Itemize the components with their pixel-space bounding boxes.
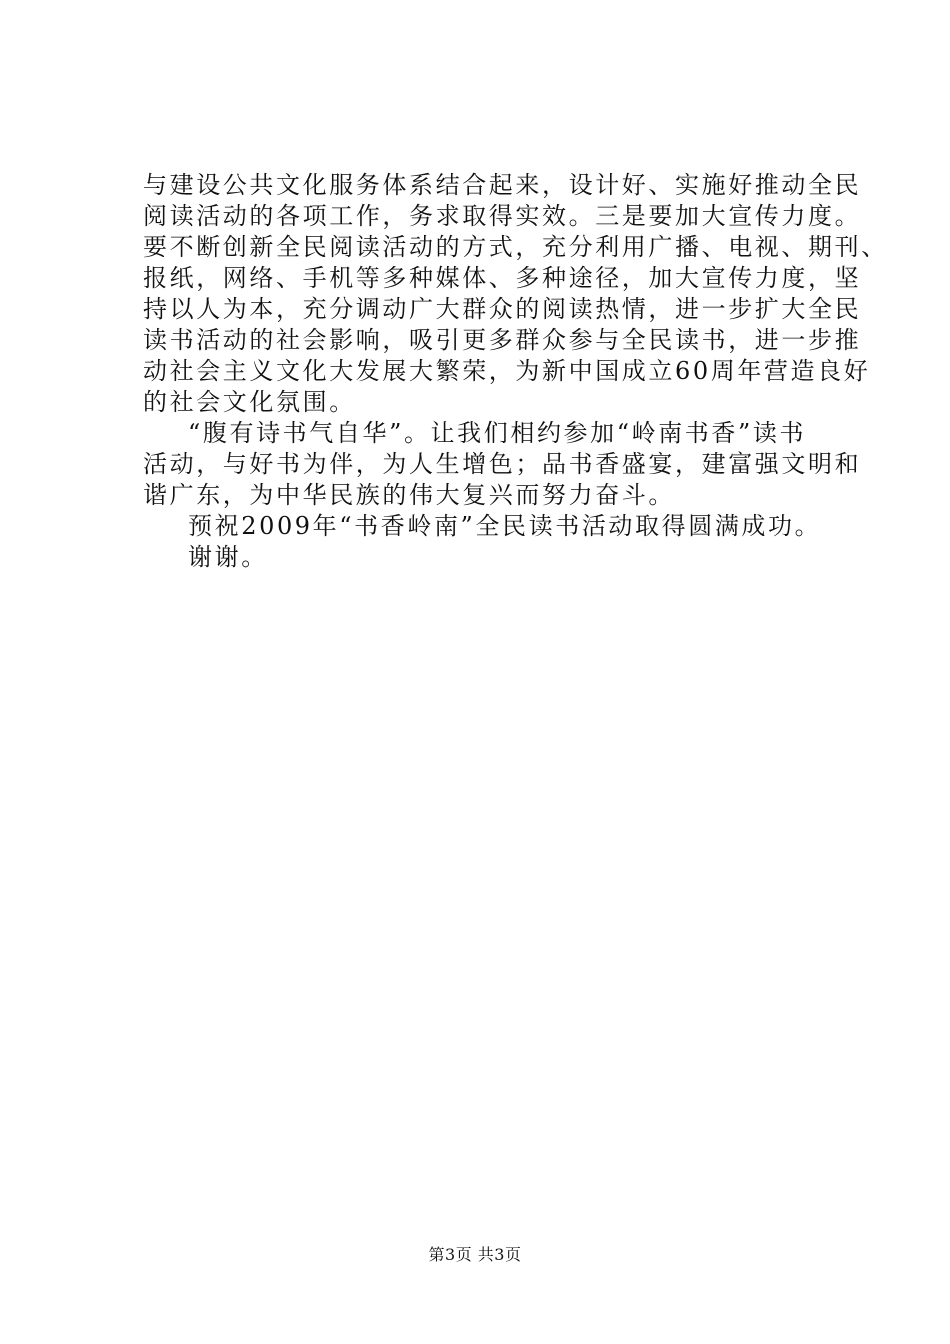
text-line: 的社会文化氛围。	[143, 388, 356, 416]
text-line: 动社会主义文化大发展大繁荣，为新中国成立60周年营造良好	[143, 357, 871, 385]
text-line: 活动，与好书为伴，为人生增色；品书香盛宴，建富强文明和	[143, 450, 862, 478]
text-line: 阅读活动的各项工作，务求取得实效。三是要加大宣传力度。	[143, 202, 862, 230]
text-line: 读书活动的社会影响，吸引更多群众参与全民读书，进一步推	[143, 326, 862, 354]
paragraph-start-line: 谢谢。	[188, 543, 268, 571]
text-line: 要不断创新全民阅读活动的方式，充分利用广播、电视、期刊、	[143, 233, 888, 261]
paragraph-start-line: “腹有诗书气自华”。让我们相约参加“岭南书香”读书	[188, 419, 807, 447]
document-body	[143, 170, 888, 573]
paragraph-start-line: 预祝2009年“书香岭南”全民读书活动取得圆满成功。	[188, 512, 822, 540]
page-number-footer: 第3页 共3页	[428, 1245, 522, 1264]
text-line: 持以人为本，充分调动广大群众的阅读热情，进一步扩大全民	[143, 295, 862, 323]
text-line: 与建设公共文化服务体系结合起来，设计好、实施好推动全民	[143, 171, 862, 199]
text-line: 报纸，网络、手机等多种媒体、多种途径，加大宣传力度，坚	[143, 264, 862, 292]
text-line: 谐广东，为中华民族的伟大复兴而努力奋斗。	[143, 481, 675, 509]
